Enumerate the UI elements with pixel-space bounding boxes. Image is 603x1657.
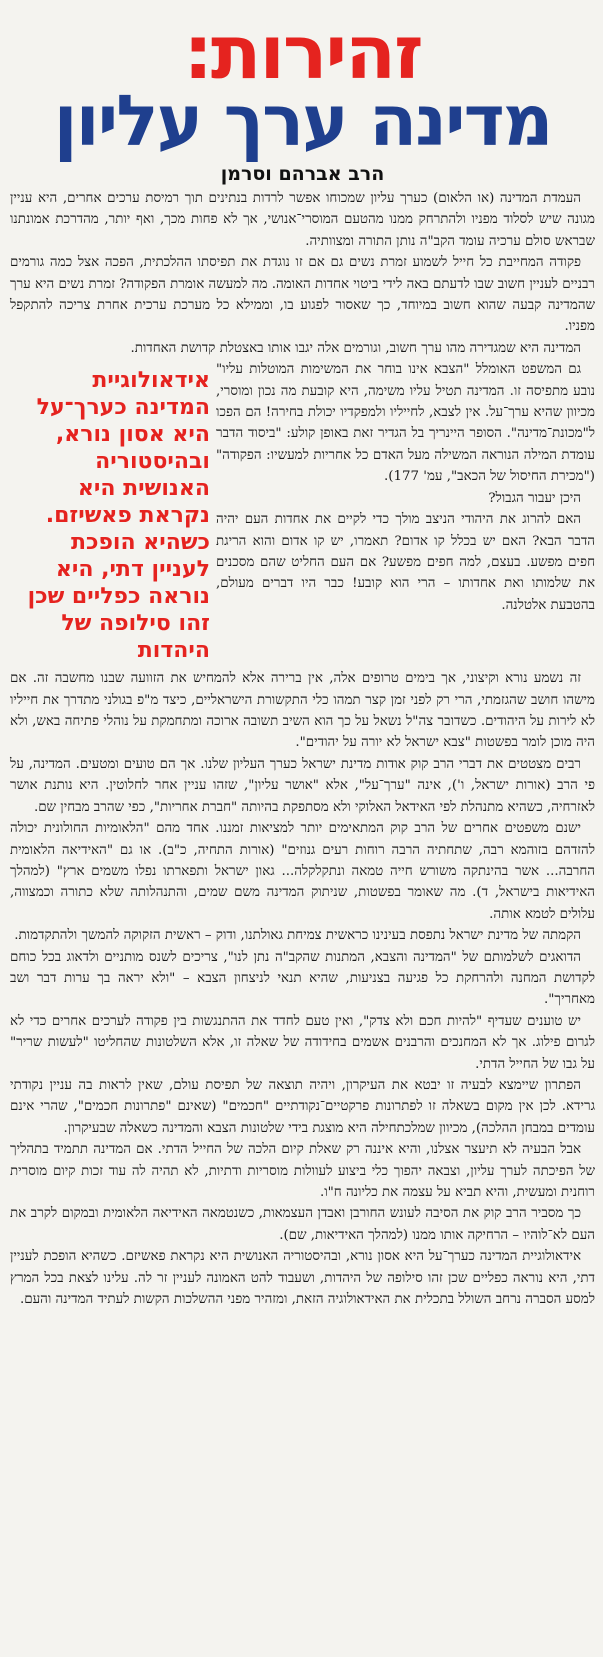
paragraph: העמדת המדינה (או הלאום) כערך עליון שמכוחו אפשר לרדות בנתינים תוך רמיסת ערכים אחרים, היא עניין מגונה שיש לסלוד מפניו ולהתרחק ממנו מהטעם המוסרי־אנושי, אך לא פחות מכך, ואף יותר, מהדרכת אמונתנו שבראש סולם ערכיה עומד הקב"ה נותן התורה ומצוותיה. <box>10 191 595 249</box>
paragraph: היכן יעבור הגבול? <box>488 490 581 506</box>
paragraph: אידאולוגיית המדינה כערך־על היא אסון נורא, ובהיסטוריה האנושית היא נקראת פאשיזם. כשהיא הופכת לעניין דתי, היא נוראה כפליים שכן זהו סילופה של היהדות, ושעבוד להט האמונה לעניין זר לה. עלינו לצאת בכל המרץ למסע הסברה נרחב השולל בתכלית את האידאולוגיה הזאת, ומזהיר מפני ההשלכות הקשות לעתיד המדינה והעם. <box>10 1249 595 1308</box>
paragraph: האם להרוג את היהודי הניצב מולך כדי לקיים את אחדות העם יהיה הדבר הבא? האם יש בכלל קו אדום? תאמרו, יש קו אדום והוא הריגת חפים מפשע. בעצם, למה חפים מפשע? אם העם החליט שהם מסכנים את שלמותו ואת אחדותו – הרי הוא קובע! כבר היו דברים מעולם, בהטבעת אלטלנה. <box>216 512 595 613</box>
paragraph: הקמתה של מדינת ישראל נתפסת בעינינו כראשית צמיחת גאולתנו, ודוק – ראשית הזקוקה להמשך ולהתקדמות. <box>14 928 581 944</box>
headline-subtitle: מדינה ערך עליון <box>53 80 552 162</box>
paragraph: המדינה היא שמגדירה מהו ערך חשוב, וגורמים אלה יגבו אותו באצטלת קדושת האחדות. <box>130 340 581 356</box>
paragraph: אבל הבעיה לא תיעצר אצלנו, והיא איננה רק שאלת קיום הלכה של החייל הדתי. אם המדינה תתמיד בתהליך של הפיכתה לערך עליון, וצבאה יהפוך כלי ביצוע לעוולות מוסריות ודתיות, לא תהיה לה עוד זכות קיום מוסרית רוחנית ומעשית, והיא תביא על עצמה את כליונה ח"ו. <box>10 1142 595 1200</box>
paragraph: הדואגים לשלמותם של "המדינה והצבא, המתנות שהקב"ה נתן לנו", צריכים לשנס מותניים ולדאוג בכל כוחם לקדושת המחנה ולהרחקת כל פגיעה בצניעות, שהיא תנאי לניצחון הצבא – "ולא יראה בך ערות דבר ושב מאחריך". <box>10 949 595 1008</box>
paragraph: גם המשפט האומלל "הצבא אינו בוחר את המשימות המוטלות עליו" נובע מתפיסה זו. המדינה תטיל עליו משימה, היא קובעת מה נכון ומוסרי, מכיוון שהיא ערך־על. אין לצבא, לחייליו ולמפקדיו יכולת בחירה! הם הפכו ל"מכונת־מדינה". הסופר היינריך בל הגדיר זאת באופן קולע: "ביסוד הדבר עומדת המילה הנוראה המשילה מעל האדם כל אחריות למעשיו: הפקודה" ("מכירת החיסול של הכאב", עמ' 177). <box>216 362 595 485</box>
paragraph: פקודה המחייבת כל חייל לשמוע זמרת נשים גם אם זו נוגדת את תפיסתו ההלכתית, הפכה אצל כמה גורמים רבניים לעניין חשוב שבו לדעתם באה לידי ביטוי אחדות האומה. מה למעשה אומרת הפקודה? זמרת נשים היא ערך שהמדינה קבעה שהוא חשוב במיוחד, כך שאסור לפגוע בו, וממילא כל מערכת ערכית אחרת צריכה להתקפל מפניו. <box>10 255 595 335</box>
author-byline: הרב אברהם וסרמן <box>220 163 385 185</box>
paragraph: זה נשמע נורא וקיצוני, אך בימים טרופים אלה, אין ברירה אלא להמחיש את הזוועה שבנו מחשבה זה. אם מישהו חושב שהגזמתי, הרי רק לפני זמן קצר תמהו כלי התקשורת הישראליים, כיצד מ"פ בגולני מתדרך את חייליו לא לירות על היהודים. כשדובר צה"ל נשאל על כך הוא השיב תשובה ארוכה ומתחמקת על נוהלי פתיחה באש, ולא היה מוכן לומר בפשטות "צבא ישראל לא יורה על יהודים". <box>10 671 595 751</box>
headline-title: זהירות: <box>183 10 422 96</box>
paragraph: כך מסביר הרב קוק את הסיבה לעונש החורבן ואבדן העצמאות, כשנטמאה האידיאה הלאומית ובמקום לקרב את העם לא־לוהיו – הרחיקה אותו ממנו (למהלך האידיאות, שם). <box>10 1206 595 1243</box>
pull-quote: אידאולוגיית המדינה כערך־על היא אסון נורא, ובהיסטוריה האנושית היא נקראת פאשיזם. כשהיא הופכת לעניין דתי, היא נוראה כפליים שכן זהו סילופה של היהדות <box>27 368 210 664</box>
article-body <box>10 188 595 1310</box>
paragraph: יש טוענים שעדיף "להיות חכם ולא צדק", ואין טעם לחדד את ההתנגשות בין פקודה לערכים אחרים כדי לא לגרום פילוג. אך לא המחנכים והרבנים אשמים בחידודה של שאלה זו, אלא השלטונות שהחליטו "לעשות שריר" על גבו של החייל הדתי. <box>10 1013 595 1072</box>
pullquote-section <box>10 359 595 668</box>
paragraph: רבים מצטטים את דברי הרב קוק אודות מדינת ישראל כערך העליון שלנו. אך הם טועים ומטעים. המדינה, על פי הרב (אורות ישראל, ו'), אינה "ערך־על", אלא "אושר עליון", שזהו עניין אחר לחלוטין. היא נותנת אושר לאזרחיה, כשהיא מתנהלת לפי האידאל האלוקי ולא מסתפקת בהיותה "חברת אחריות", כפי שהרב מבחין שם. <box>10 756 595 815</box>
paragraph: הפתרון שיימצא לבעיה זו יבטא את העיקרון, ויהיה תוצאה של תפיסת עולם, שאין לראות בה עניין נקודתי גרידא. לכן אין מקום בשאלה זו לפתרונות פרקטיים־נקודתיים "חכמים" (שאינם "פתרונות חכמים", שהרי אינם עומדים במבחן ההלכה), מכיוון שמלכתחילה היא מוצגת בידי שלטונות הצבא והמדינה כשאלה שבעיקרון. <box>10 1077 595 1136</box>
paragraph: ישנם משפטים אחרים של הרב קוק המתאימים יותר למציאות זמננו. אחד מהם "הלאומיות החולונית יכולה להזדהם בזוהמא רבה, שתחתיה הרבה רוחות רעים גנוזים" (אורות התחיה, כ"ב). או גם "האידיאה הלאומית החרבה... אשר בהינתקה משורש חייה טמאה ונתקלקלה... גאון ישראל ותפארתו נפלו משמים ארץ" (למהלך האידיאות בישראל, ד). מה שאומר בפשטות, שניתוק המדינה משם שמים, והתנהלותה שלא כתורה וכמצווה, עלולים לטמא אותה. <box>10 821 595 922</box>
